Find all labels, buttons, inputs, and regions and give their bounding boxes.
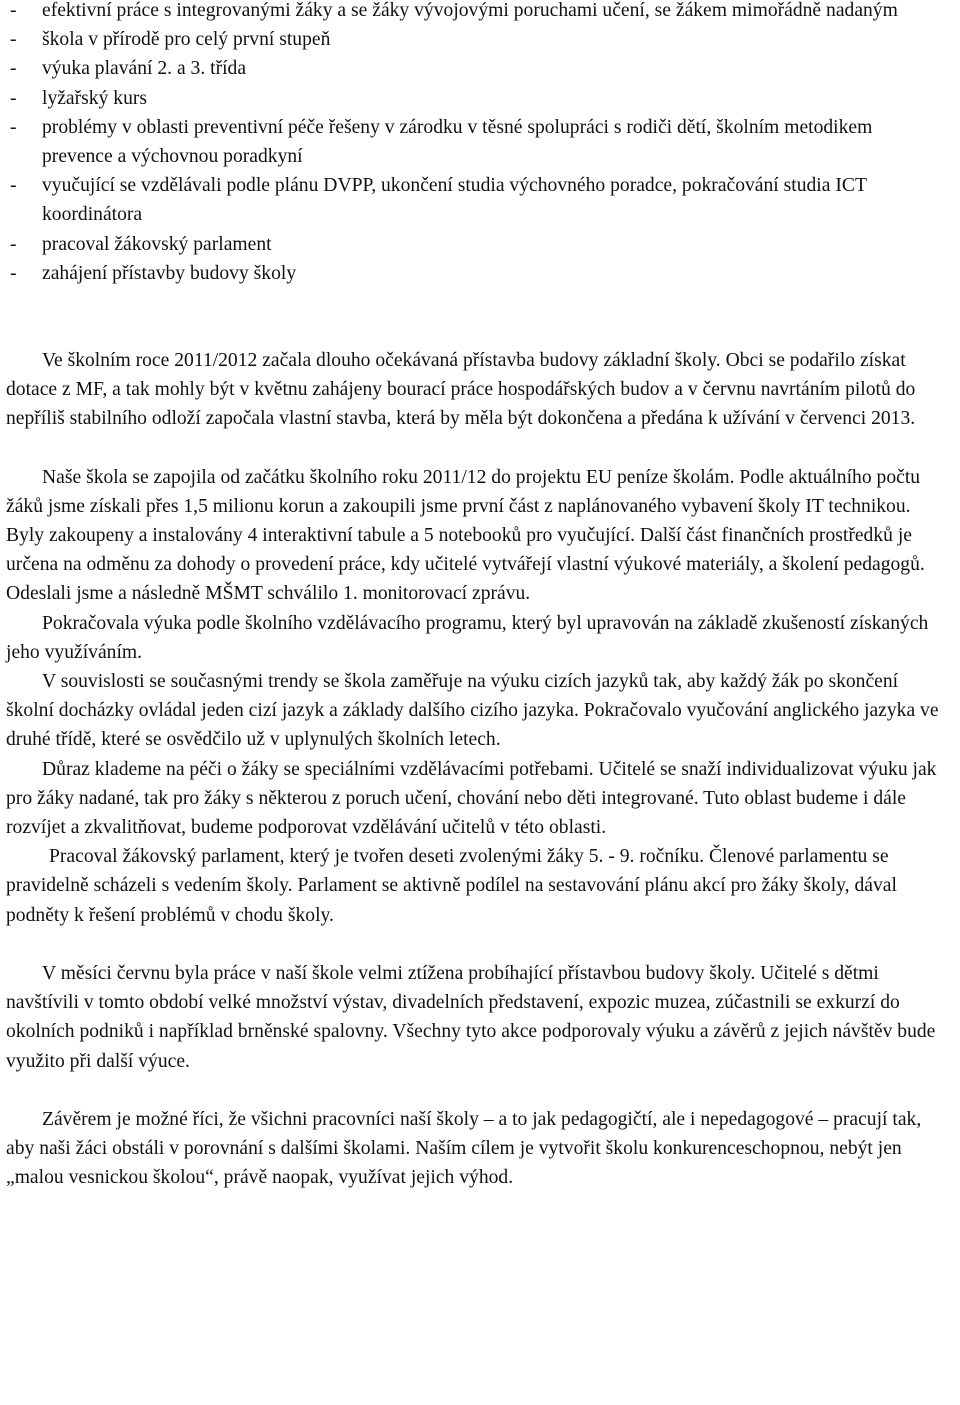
- paragraph-june: V měsíci červnu byla práce v naší škole velmi ztížena probíhající přístavbou budovy školy. Učitelé s dětmi navštívili v tomto období velké množství výstav, divadelních představení, expozic muzea, zúčastnili se exkurzí do okolních podniků i například brněnské spalovny. Všechny tyto akce podporovaly výuku a závěrů z jejich návštěv bude využito při další výuce.: [6, 962, 936, 1072]
- list-item-text: výuka plavání 2. a 3. třída: [42, 58, 247, 80]
- spacer: [6, 1076, 960, 1105]
- list-item-text: pracoval žákovský parlament: [42, 233, 272, 255]
- list-item: [6, 230, 960, 259]
- paragraph-curriculum: Pokračovala výuka podle školního vzdělávacího programu, který byl upravován na základě zkušeností získaných jeho využíváním.: [6, 612, 929, 663]
- list-item-text: zahájení přístavby budovy školy: [42, 262, 297, 284]
- list-item: [6, 171, 960, 229]
- list-item-text: problémy v oblasti preventivní péče řešeny v zárodku v těsné spolupráci s rodiči dětí, školním metodikem prevence a výchovnou poradkyní: [42, 116, 873, 168]
- list-item: [6, 54, 960, 83]
- list-dash: -: [10, 58, 17, 80]
- list-item: [6, 113, 960, 171]
- list-item-text: lyžařský kurs: [42, 87, 148, 109]
- list-item-text: vyučující se vzdělávali podle plánu DVPP, ukončení studia výchovného poradce, pokračování studia ICT koordinátora: [42, 175, 867, 226]
- list-item-text: škola v přírodě pro celý první stupeň: [42, 29, 331, 51]
- spacer: [6, 930, 960, 959]
- paragraph-special-needs: Důraz klademe na péči o žáky se speciálními vzdělávacími potřebami. Učitelé se snaží individualizovat výuku jak pro žáky nadané, tak pro žáky s některou z poruch učení, chování nebo děti integrované. Tuto oblast budeme i dále rozvíjet a zkvalitňovat, budeme podporovat vzdělávání učitelů v této oblasti.: [6, 758, 937, 839]
- list-dash: -: [10, 262, 17, 284]
- paragraph-conclusion: Závěrem je možné říci, že všichni pracovníci naší školy – a to jak pedagogičtí, ale i nepedagogové – pracují tak, aby naši žáci obstáli v porovnání s dalšími školami. Naším cílem je vytvořit školu konkurenceschopnou, nebýt jen „malou vesnickou školou“, právě naopak, využívat jejich výhod.: [6, 1108, 922, 1189]
- list-item: [6, 84, 960, 113]
- list-dash: -: [10, 29, 17, 51]
- list-item: [6, 259, 960, 288]
- list-dash: -: [10, 233, 17, 255]
- spacer: [6, 434, 960, 463]
- list-item: [6, 25, 960, 54]
- list-dash: -: [10, 175, 17, 197]
- list-dash: -: [10, 116, 17, 138]
- paragraph-extension: Ve školním roce 2011/2012 začala dlouho očekávaná přístavba budovy základní školy. Obci se podařilo získat dotace z MF, a tak mohly být v květnu zahájeny bourací práce hospodářských budov a v červnu navrtáním pilotů do nepříliš stabilního odloží započala vlastní stavba, která by měla být dokončena a předána k užívání v červenci 2013.: [6, 350, 916, 430]
- list-dash: -: [10, 87, 17, 109]
- spacer: [6, 288, 960, 346]
- list-dash: -: [10, 0, 17, 21]
- list-item: [6, 0, 960, 25]
- paragraph-languages: V souvislosti se současnými trendy se škola zaměřuje na výuku cizích jazyků tak, aby každý žák po skončení školní docházky ovládal jeden cizí jazyk a základy dalšího cizího jazyka. Pokračovalo vyučování anglického jazyka ve druhé třídě, které se osvědčilo už v uplynulých školních letech.: [6, 671, 939, 751]
- list-item-text: efektivní práce s integrovanými žáky a se žáky vývojovými poruchami učení, se žákem mimořádně nadaným: [42, 0, 898, 21]
- activities-list: [6, 0, 960, 288]
- paragraph-parliament: Pracoval žákovský parlament, který je tvořen deseti zvolenými žáky 5. - 9. ročníku. Členové parlamentu se pravidelně scházeli s vedením školy. Parlament se aktivně podílel na sestavování plánu akcí pro žáky školy, dával podněty k řešení problémů v chodu školy.: [6, 846, 897, 926]
- paragraph-eu-project: Naše škola se zapojila od začátku školního roku 2011/12 do projektu EU peníze školám. Podle aktuálního počtu žáků jsme získali přes 1,5 milionu korun a zakoupili jsme první část z naplánovaného vybavení školy IT technikou. Byly zakoupeny a instalovány 4 interaktivní tabule a 5 notebooků pro vyučující. Další část finančních prostředků je určena na odměnu za dohody o provedení práce, kdy učitelé vytvářejí vlastní výukové materiály, a školení pedagogů. Odeslali jsme a následně MŠMT schválilo 1. monitorovací zprávu.: [6, 466, 925, 605]
